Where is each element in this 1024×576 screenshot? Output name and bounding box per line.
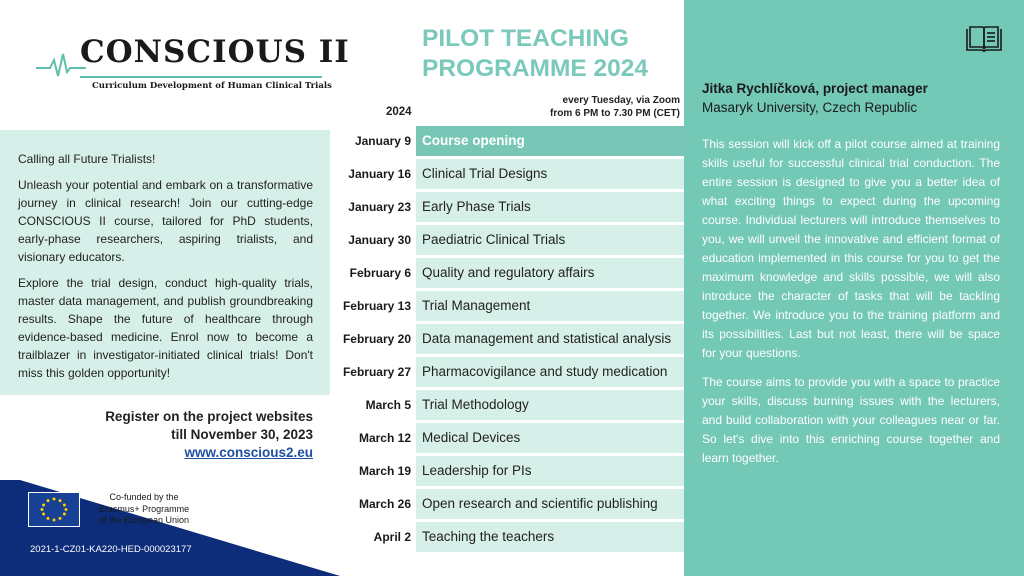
schedule-date: January 30 <box>348 233 411 247</box>
schedule-row <box>330 324 684 354</box>
schedule-date: March 5 <box>365 398 411 412</box>
schedule-date: January 23 <box>348 200 411 214</box>
schedule-date: March 26 <box>358 497 411 511</box>
year-label: 2024 <box>386 106 412 118</box>
title-line: PILOT TEACHING <box>422 25 629 52</box>
schedule-date: February 20 <box>342 332 411 346</box>
website-link[interactable]: www.conscious2.eu <box>184 445 313 460</box>
description-paragraph: The course aims to provide you with a space to practice your skills, discuss burning issues with the lecturers, and build collaboration with your colleagues near or far. So let's dive into this enriching course together and learn together. <box>702 375 1000 465</box>
description-paragraph: This session will kick off a pilot course aimed at training skills useful for successful clinical trial conduction. The entire session is designed to give you a better idea of what exciting things to expect during the upcoming course. Individual lecturers will introduce themselves to you, we will unveil the innovative and efficient format of education implemented in this course for you to get the maximum knowledge and skills possible, we will also introduce the character of tasks that will be tackling together. We introduce you to the training platform and its possibilities. Last but not least, there will be space for your questions. <box>702 137 1000 360</box>
register-block <box>40 408 313 462</box>
schedule-date: February 27 <box>342 365 411 379</box>
page-title <box>422 24 682 84</box>
intro-paragraph: Explore the trial design, conduct high-quality trials, master data management, and publish groundbreaking results. Shape the future of healthcare through evidence-based medicine. Enrol now to become a trailblazer in investigator-initiated clinical trials! Don't miss this golden opportunity! <box>18 276 313 380</box>
register-line: Register on the project websites <box>105 409 313 424</box>
schedule-row <box>330 390 684 420</box>
intro-paragraph: Unleash your potential and embark on a transformative journey in clinical research! Join our cutting-edge CONSCIOUS II course, tailored for PhD students, early-phase researchers, aspiring trialists, and visionary educators. <box>18 178 313 264</box>
schedule-topic: Early Phase Trials <box>416 192 684 222</box>
eu-text <box>84 492 204 527</box>
schedule-date: April 2 <box>373 530 411 544</box>
schedule-topic: Clinical Trial Designs <box>416 159 684 189</box>
schedule-row <box>330 522 684 552</box>
logo-underline <box>80 76 322 78</box>
schedule-topic: Paediatric Clinical Trials <box>416 225 684 255</box>
schedule-row <box>330 291 684 321</box>
logo-title: CONSCIOUS II <box>80 34 350 70</box>
schedule-row <box>330 192 684 222</box>
schedule-row <box>330 489 684 519</box>
session-detail-panel <box>684 0 1024 576</box>
schedule-row <box>330 456 684 486</box>
schedule-topic: Medical Devices <box>416 423 684 453</box>
speaker-affiliation: Masaryk University, Czech Republic <box>702 100 918 115</box>
eu-text-line: of the European Union <box>98 515 190 525</box>
schedule-date: February 13 <box>342 299 411 313</box>
register-deadline: till November 30, 2023 <box>171 427 313 442</box>
project-code: 2021-1-CZ01-KA220-HED-000023177 <box>30 544 192 555</box>
schedule-date: January 16 <box>348 167 411 181</box>
title-line: PROGRAMME 2024 <box>422 55 649 82</box>
schedule-date: February 6 <box>349 266 411 280</box>
schedule-topic: Pharmacovigilance and study medication <box>416 357 684 387</box>
schedule-row <box>330 126 684 156</box>
schedule-date: March 12 <box>358 431 411 445</box>
eu-text-line: Co-funded by the <box>109 492 179 502</box>
schedule-date: January 9 <box>354 134 411 148</box>
intro-heading: Calling all Future Trialists! <box>18 152 156 166</box>
schedule-topic: Data management and statistical analysis <box>416 324 684 354</box>
schedule-row <box>330 225 684 255</box>
intro-box <box>0 130 330 395</box>
schedule-row <box>330 159 684 189</box>
conscious-logo <box>36 30 350 100</box>
speaker-name: Jitka Rychlíčková, project manager <box>702 81 928 96</box>
schedule-topic: Teaching the teachers <box>416 522 684 552</box>
schedule-row <box>330 258 684 288</box>
eu-flag-icon <box>28 492 80 527</box>
schedule-row <box>330 357 684 387</box>
eu-cofunded-logo <box>28 490 198 530</box>
schedule-row <box>330 423 684 453</box>
schedule-date: March 19 <box>358 464 411 478</box>
note-line: from 6 PM to 7.30 PM (CET) <box>549 108 680 119</box>
logo-subtitle: Curriculum Development of Human Clinical Trials <box>92 81 332 91</box>
schedule-topic: Trial Management <box>416 291 684 321</box>
schedule-topic: Quality and regulatory affairs <box>416 258 684 288</box>
schedule-topic: Trial Methodology <box>416 390 684 420</box>
open-book-icon <box>964 25 1004 55</box>
schedule-topic: Course opening <box>416 126 684 156</box>
eu-text-line: Erasmus+ Programme <box>98 503 190 514</box>
heartbeat-line-icon <box>36 50 86 80</box>
schedule-topic: Leadership for PIs <box>416 456 684 486</box>
schedule-note <box>500 94 680 120</box>
schedule-topic: Open research and scientific publishing <box>416 489 684 519</box>
note-line: every Tuesday, via Zoom <box>562 95 680 106</box>
